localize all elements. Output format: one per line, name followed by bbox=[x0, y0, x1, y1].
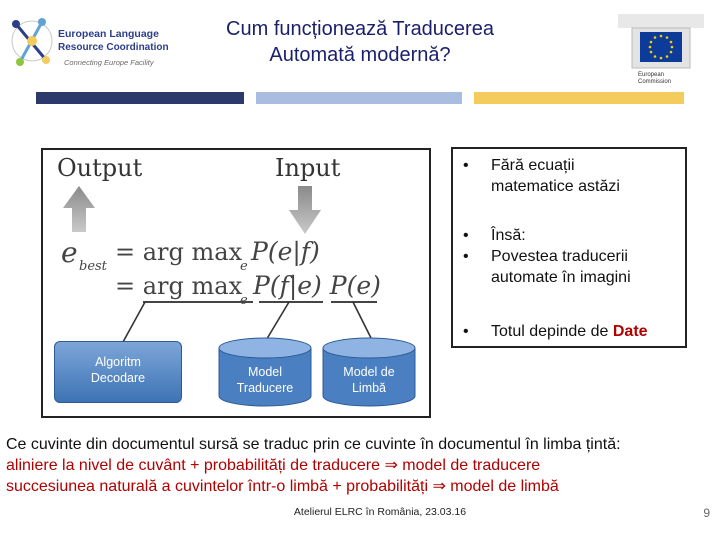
eq2-rhs: P(f|e) P(e) bbox=[253, 271, 381, 300]
eq1-rhs: P(e|f) bbox=[251, 237, 320, 266]
output-label: Output bbox=[57, 154, 143, 182]
logo-line1: European Language bbox=[58, 28, 159, 40]
footer-event: Atelierul ELRC în România, 23.03.16 bbox=[293, 506, 467, 518]
bullet-dot: • bbox=[463, 227, 469, 244]
eq-lhs-sub: best bbox=[79, 259, 107, 274]
european-commission-logo bbox=[612, 12, 710, 86]
logo-line2: Resource Coordination bbox=[58, 42, 169, 53]
title-line1: Cum funcționează Traducerea bbox=[226, 18, 494, 40]
bullet-4-text bbox=[491, 321, 648, 342]
decoding-algorithm-box bbox=[54, 341, 182, 403]
bullet-4-highlight: Date bbox=[612, 323, 648, 340]
bullet-1-line1: Fără ecuații bbox=[491, 157, 575, 174]
input-label: Input bbox=[275, 154, 341, 182]
bullet-3-line1: Povestea traducerii bbox=[491, 248, 628, 265]
algorithm-line1: Algoritm bbox=[95, 355, 141, 369]
title-line2: Automată modernă? bbox=[269, 44, 451, 66]
header-bar-yellow bbox=[474, 92, 684, 104]
eq1-op-sub: e bbox=[240, 259, 248, 274]
eq2-op: = arg max bbox=[115, 272, 243, 300]
eq2-op-sub: e bbox=[240, 293, 248, 308]
translation-model-line2: Traducere bbox=[236, 381, 294, 395]
translation-model-line1: Model bbox=[247, 365, 283, 379]
output-arrow-icon bbox=[63, 186, 95, 232]
bullet-1-line2: matematice astăzi bbox=[491, 178, 620, 195]
language-model-label bbox=[321, 346, 417, 396]
ec-logo-line2: Commission bbox=[638, 79, 672, 85]
eq-lhs: e bbox=[61, 236, 78, 269]
eu-flag-icon bbox=[612, 12, 710, 86]
bullet-2-text: Însă: bbox=[491, 227, 526, 244]
page-title bbox=[180, 16, 540, 68]
elrc-star-icon bbox=[6, 10, 58, 72]
logo-line3: Connecting Europe Facility bbox=[64, 58, 154, 67]
explanation-line1: Ce cuvinte din documentul sursă se traduc prin ce cuvinte în documentul în limba țintă: bbox=[6, 436, 621, 453]
elrc-logo bbox=[6, 10, 169, 72]
bullet-dot: • bbox=[463, 157, 469, 174]
eq1-op: = arg max bbox=[115, 238, 243, 266]
explanation-line2: aliniere la nivel de cuvânt + probabilități de traducere ⇒ model de traducere bbox=[6, 457, 541, 474]
bullet-4-prefix: Totul depinde de bbox=[491, 323, 613, 340]
language-model-line2: Limbă bbox=[351, 381, 387, 395]
ec-logo-line1: European bbox=[638, 72, 665, 78]
explanation-text bbox=[6, 434, 720, 497]
language-model-line1: Model de bbox=[343, 365, 395, 379]
bullet-3-line2: automate în imagini bbox=[491, 269, 631, 286]
header-bar-lightblue bbox=[256, 92, 462, 104]
bullet-dot: • bbox=[463, 248, 469, 265]
input-arrow-icon bbox=[289, 186, 321, 234]
page-number: 9 bbox=[703, 506, 710, 520]
translation-model-label bbox=[217, 346, 313, 396]
explanation-line3: succesiunea naturală a cuvintelor într-o limbă + probabilități ⇒ model de limbă bbox=[6, 478, 559, 495]
bullet-dot: • bbox=[463, 323, 469, 340]
header-bar-navy bbox=[36, 92, 244, 104]
algorithm-line2: Decodare bbox=[90, 371, 146, 385]
bullets-box bbox=[451, 147, 687, 348]
